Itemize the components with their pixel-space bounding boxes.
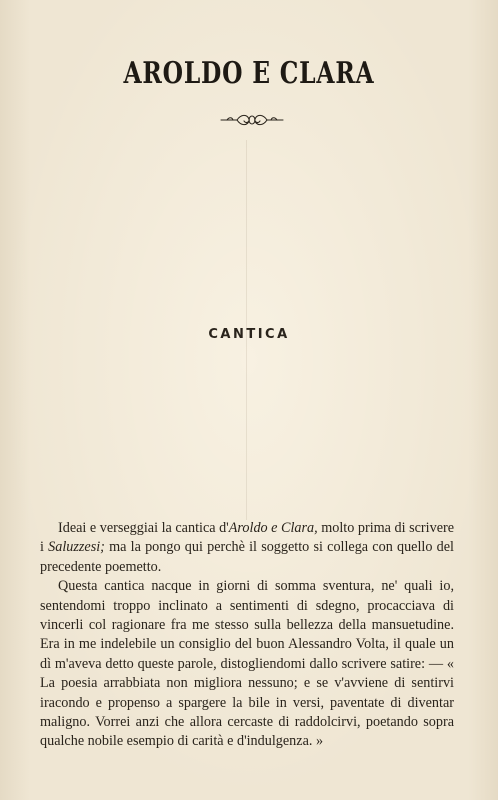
paragraph xyxy=(40,577,454,752)
flourish-ornament-icon xyxy=(219,110,285,130)
section-subtitle: CANTICA xyxy=(208,327,290,342)
text-segment: ma la pongo qui perchè il soggetto si collega con quello del precedente poemetto. xyxy=(40,539,454,575)
text-segment: Questa cantica nacque in giorni di somma sventura, ne' quali io, sentendomi troppo inclinato a sentimenti di sdegno, procacciava di vincerli col ragionare fra me stesso sulla bellezza della mansuetudine. Era in me indelebile un consiglio del buon Alessandro Volta, il quale un dì m'aveva detto queste parole, distogliendomi dallo scrivere satire: — « La poesia arrabbiata non migliora nessuno; e se v'avviene di sentirvi iracondo e propenso a spargere la bile in versi, paventate di diventar maligno. Vorrei anzi che allora cercaste di raddolcirvi, poetando sopra qualche nobile esempio di carità e d'indulgenza. » xyxy=(40,578,454,750)
text-segment: molto prima di scrivere i xyxy=(40,520,455,556)
italic-text: Saluzzesi; xyxy=(48,539,105,556)
page-title: AROLDO E CLARA xyxy=(123,56,375,91)
paragraph xyxy=(40,519,454,577)
italic-text: Aroldo e Clara, xyxy=(228,520,318,536)
body-text xyxy=(40,519,454,752)
text-segment: Ideai e verseggiai la cantica d' xyxy=(58,520,229,536)
